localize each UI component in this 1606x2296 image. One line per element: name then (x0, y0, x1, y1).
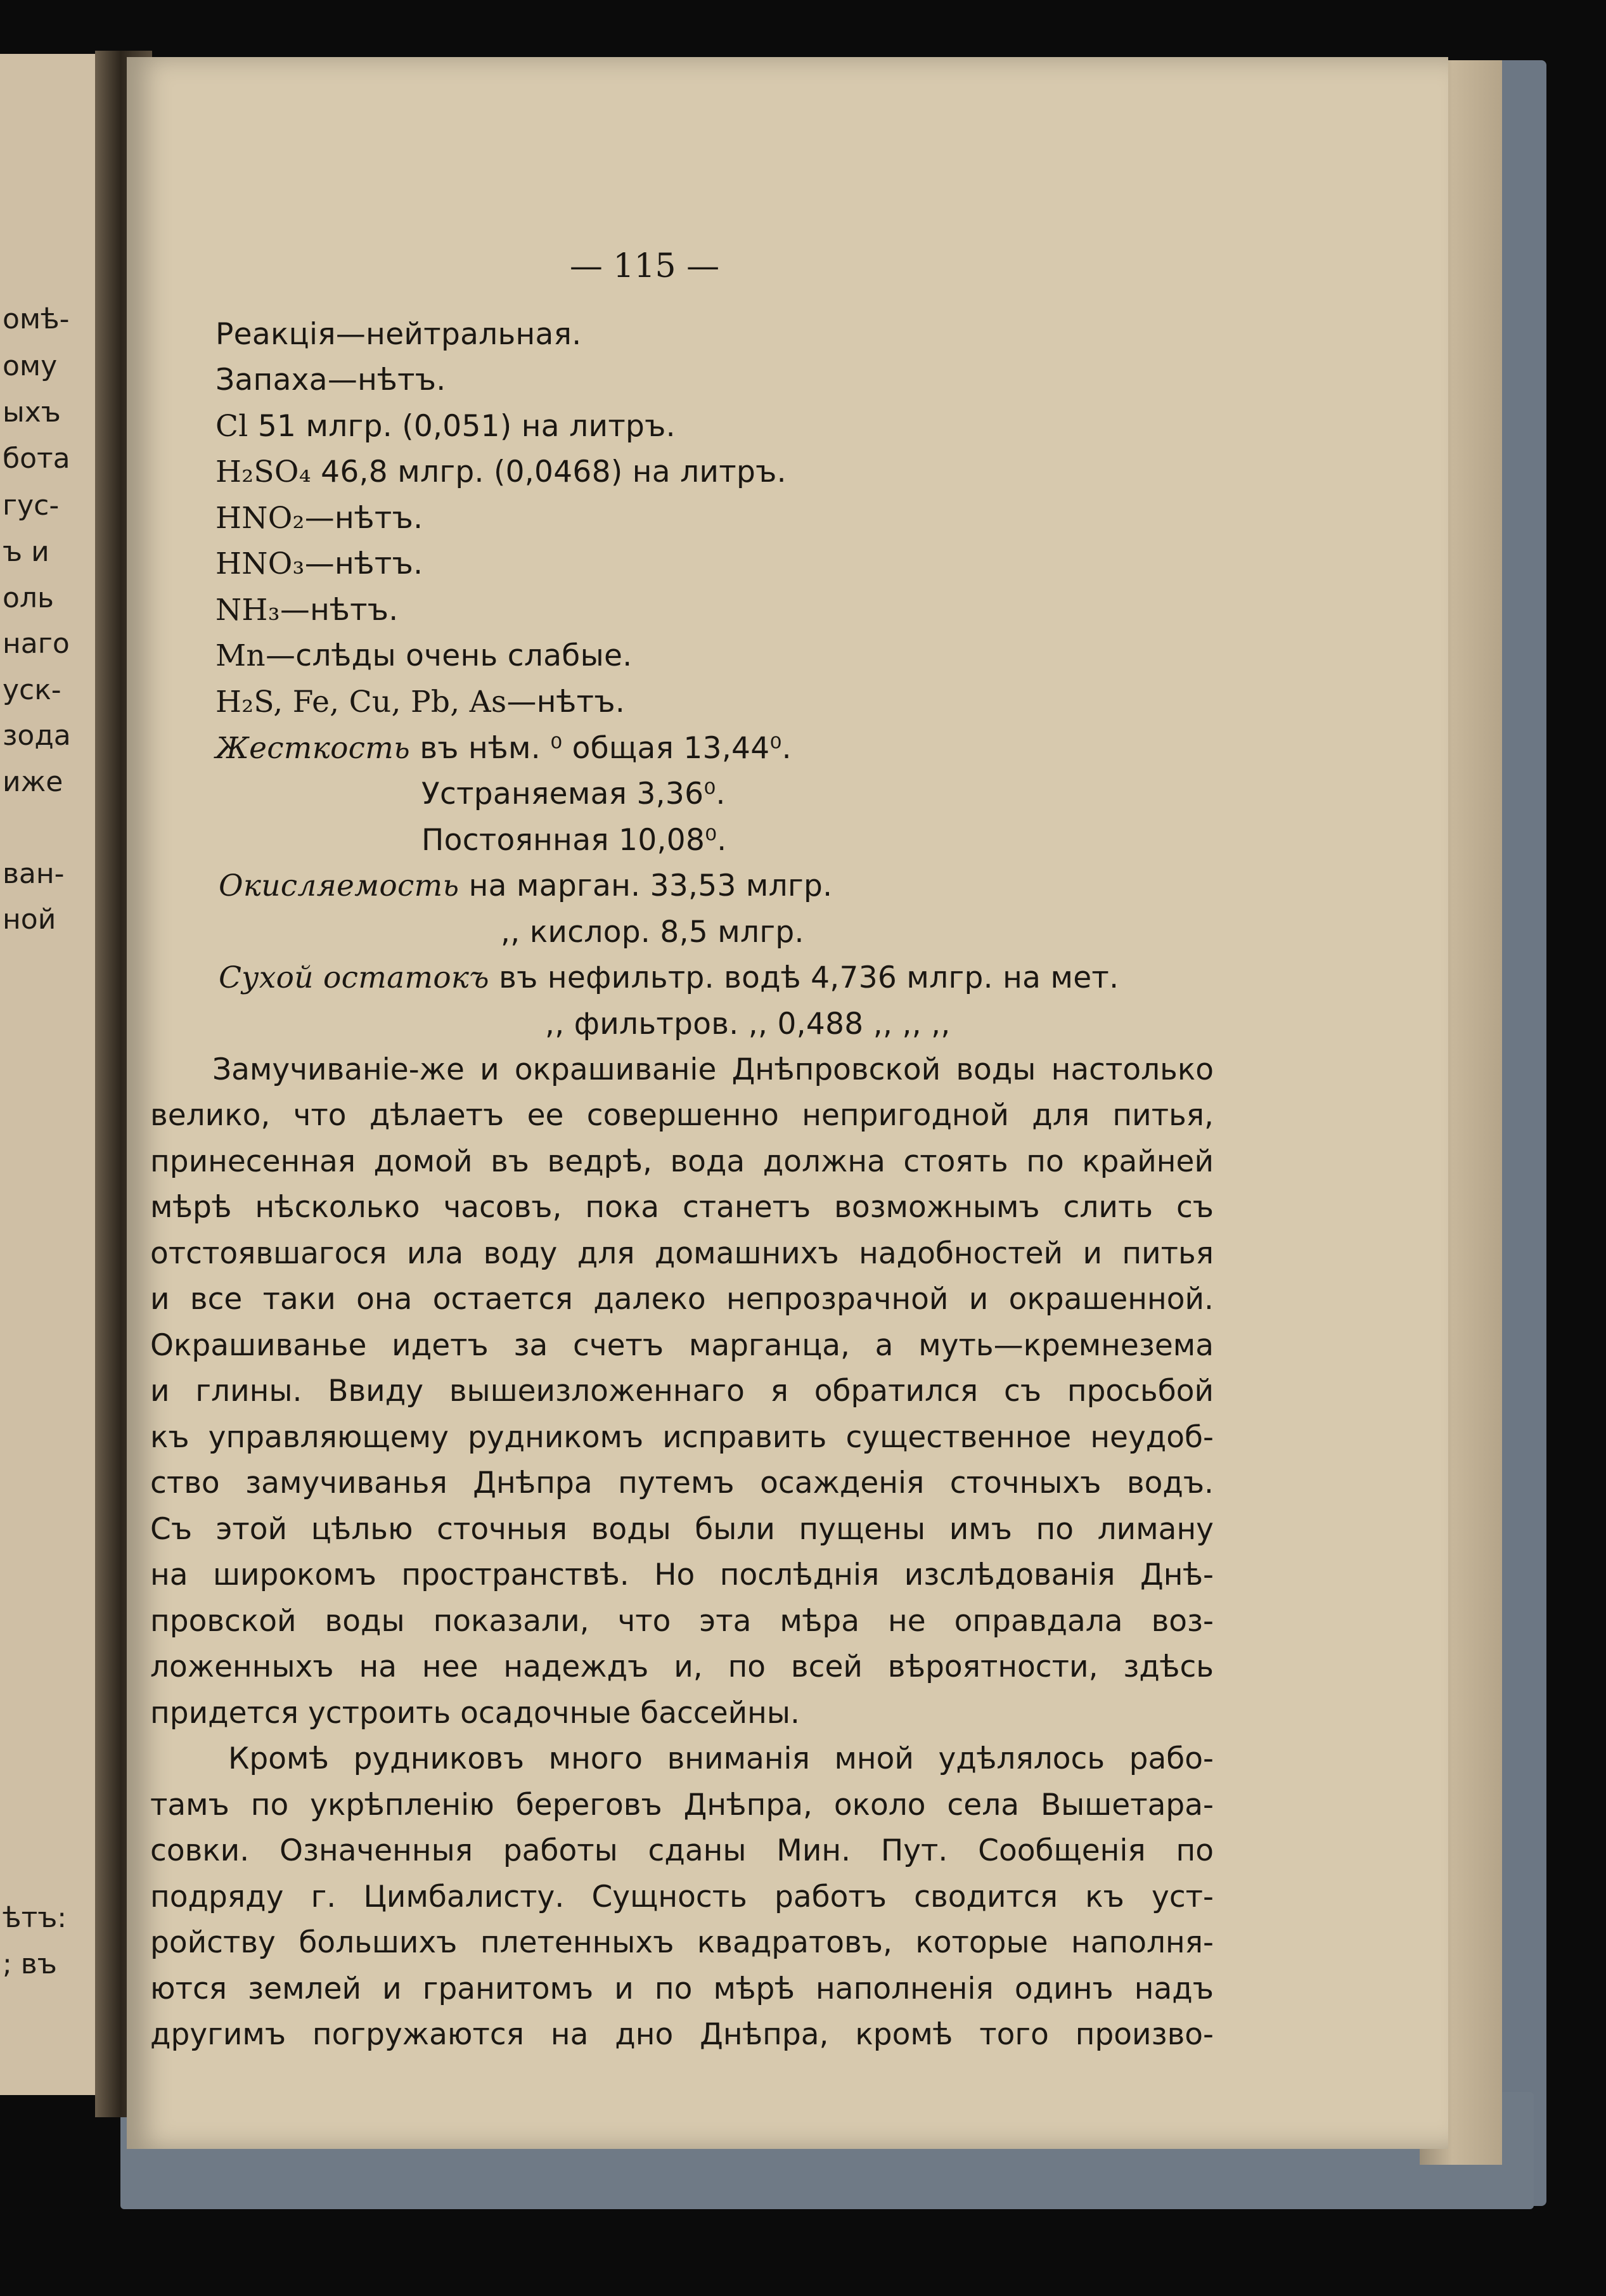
nitrite-value: —нѣтъ. (304, 501, 423, 536)
paragraph-line: и глины. Ввиду вышеизложеннаго я обратился съ просьбой (150, 1374, 1214, 1409)
paragraph-line: совки. Означенныя работы сданы Мин. Пут. Сообщенія по (150, 1833, 1214, 1868)
ammonia-line (215, 593, 399, 628)
sulfate-formula: H₂SO₄ (215, 455, 311, 489)
left-page-fragment: ван- (3, 858, 65, 890)
paragraph-line: принесенная домой въ ведрѣ, вода должна стоять по крайней (150, 1144, 1214, 1179)
hardness-line (215, 731, 792, 766)
ammonia-formula: NH₃ (215, 593, 280, 628)
page-number: — 115 — (569, 247, 720, 285)
left-page-fragment: гус- (3, 489, 60, 522)
left-page-fragment: уск- (3, 674, 61, 706)
sulfate-line (215, 455, 787, 489)
left-page-fragment: иже (3, 766, 63, 798)
oxidizability-manganese: на марган. 33,53 млгр. (468, 868, 833, 903)
paragraph-line: отстоявшагося ила воду для домашнихъ надобностей и питья (150, 1236, 1214, 1271)
paragraph-line: Замучиваніе-же и окрашиваніе Днѣпровской воды настолько (212, 1052, 1214, 1087)
paragraph-line: ство замучиванья Днѣпра путемъ осажденія сточныхъ водъ. (150, 1466, 1214, 1500)
oxidizability-label: Окисляемость (219, 868, 459, 903)
left-page-fragment: ; въ (3, 1948, 57, 1980)
left-page-fragment: ыхъ (3, 396, 61, 429)
paragraph-line: ройству большихъ плетенныхъ квадратовъ, которые наполня- (150, 1925, 1214, 1960)
chlorine-formula: Cl (215, 409, 248, 444)
hardness-permanent: Постоянная 10,08⁰. (421, 823, 727, 858)
paragraph-line: мѣрѣ нѣсколько часовъ, пока станетъ возможнымъ слить съ (150, 1190, 1214, 1225)
manganese-formula: Mn (215, 638, 266, 673)
hardness-total: въ нѣм. ⁰ общая 13,44⁰. (420, 731, 792, 766)
nitrate-value: —нѣтъ. (304, 546, 423, 581)
left-page-fragment: ъ и (3, 536, 49, 568)
dry-residue-line (219, 960, 1119, 995)
ammonia-value: —нѣтъ. (279, 593, 399, 628)
nitrate-line (215, 546, 423, 581)
paragraph-line: къ управляющему рудникомъ исправить существенное неудоб- (150, 1420, 1214, 1455)
left-page-fragment: ной (3, 903, 56, 936)
manganese-line (215, 638, 632, 673)
dry-residue-unfiltered: въ нефильтр. водѣ 4,736 млгр. на мет. (499, 960, 1119, 995)
left-page-fragment: ому (3, 350, 58, 382)
reaction-line: Реакція—нейтральная. (215, 317, 582, 352)
oxidizability-oxygen: ,, кислор. 8,5 млгр. (501, 915, 804, 950)
paragraph-line: подряду г. Цимбалисту. Сущность работъ сводится къ уст- (150, 1880, 1214, 1914)
hardness-removable: Устраняемая 3,36⁰. (421, 777, 726, 811)
paragraph-line: другимъ погружаются на дно Днѣпра, кромѣ того произво- (150, 2017, 1214, 2052)
paragraph-line: ложенныхъ на нее надеждъ и, по всей вѣроятности, здѣсь (150, 1649, 1214, 1684)
paragraph-line: провской воды показали, что эта мѣра не оправдала воз- (150, 1604, 1214, 1639)
left-page-fragment: бота (3, 442, 70, 475)
dry-residue-label: Сухой остатокъ (219, 960, 489, 995)
hardness-label: Жесткость (215, 731, 411, 766)
nitrite-formula: HNO₂ (215, 501, 305, 536)
chlorine-value: 51 млгр. (0,051) на литръ. (257, 409, 676, 444)
smell-line: Запаха—нѣтъ. (215, 363, 446, 397)
paragraph-line: Окрашиванье идетъ за счетъ марганца, а муть—кремнезема (150, 1328, 1214, 1363)
left-page-fragment: зода (3, 719, 71, 752)
paragraph-line: и все таки она остается далеко непрозрачной и окрашенной. (150, 1282, 1214, 1317)
nitrite-line (215, 501, 423, 536)
manganese-value: —слѣды очень слабые. (266, 638, 633, 673)
metals-line (215, 685, 625, 719)
chlorine-line (215, 409, 676, 444)
dry-residue-filtered: ,, фильтров. ,, 0,488 ,, ,, ,, (545, 1007, 951, 1042)
metals-value: —нѣтъ. (506, 685, 626, 719)
oxidizability-line (219, 868, 832, 903)
paragraph-line: ются землей и гранитомъ и по мѣрѣ наполненія одинъ надъ (150, 1971, 1214, 2006)
left-page-fragment: наго (3, 628, 70, 660)
paragraph-line: велико, что дѣлаетъ ее совершенно непригодной для питья, (150, 1098, 1214, 1133)
metals-formula: H₂S, Fe, Cu, Pb, As (215, 685, 507, 719)
paragraph-line: Съ этой цѣлью сточныя воды были пущены имъ по лиману (150, 1512, 1214, 1547)
nitrate-formula: HNO₃ (215, 546, 305, 581)
paragraph-line: тамъ по укрѣпленію береговъ Днѣпра, около села Вышетара- (150, 1788, 1214, 1822)
left-page-fragment: оль (3, 582, 54, 614)
left-page-fragment: омѣ- (3, 303, 70, 335)
paragraph-line: Кромѣ рудниковъ много вниманія мной удѣлялось рабо- (228, 1741, 1214, 1776)
paragraph-line: придется устроить осадочные бассейны. (150, 1696, 800, 1731)
paragraph-line: на широкомъ пространствѣ. Но послѣднія изслѣдованія Днѣ- (150, 1558, 1214, 1592)
left-page-fragment: ѣтъ: (3, 1902, 67, 1934)
sulfate-value: 46,8 млгр. (0,0468) на литръ. (321, 455, 787, 489)
